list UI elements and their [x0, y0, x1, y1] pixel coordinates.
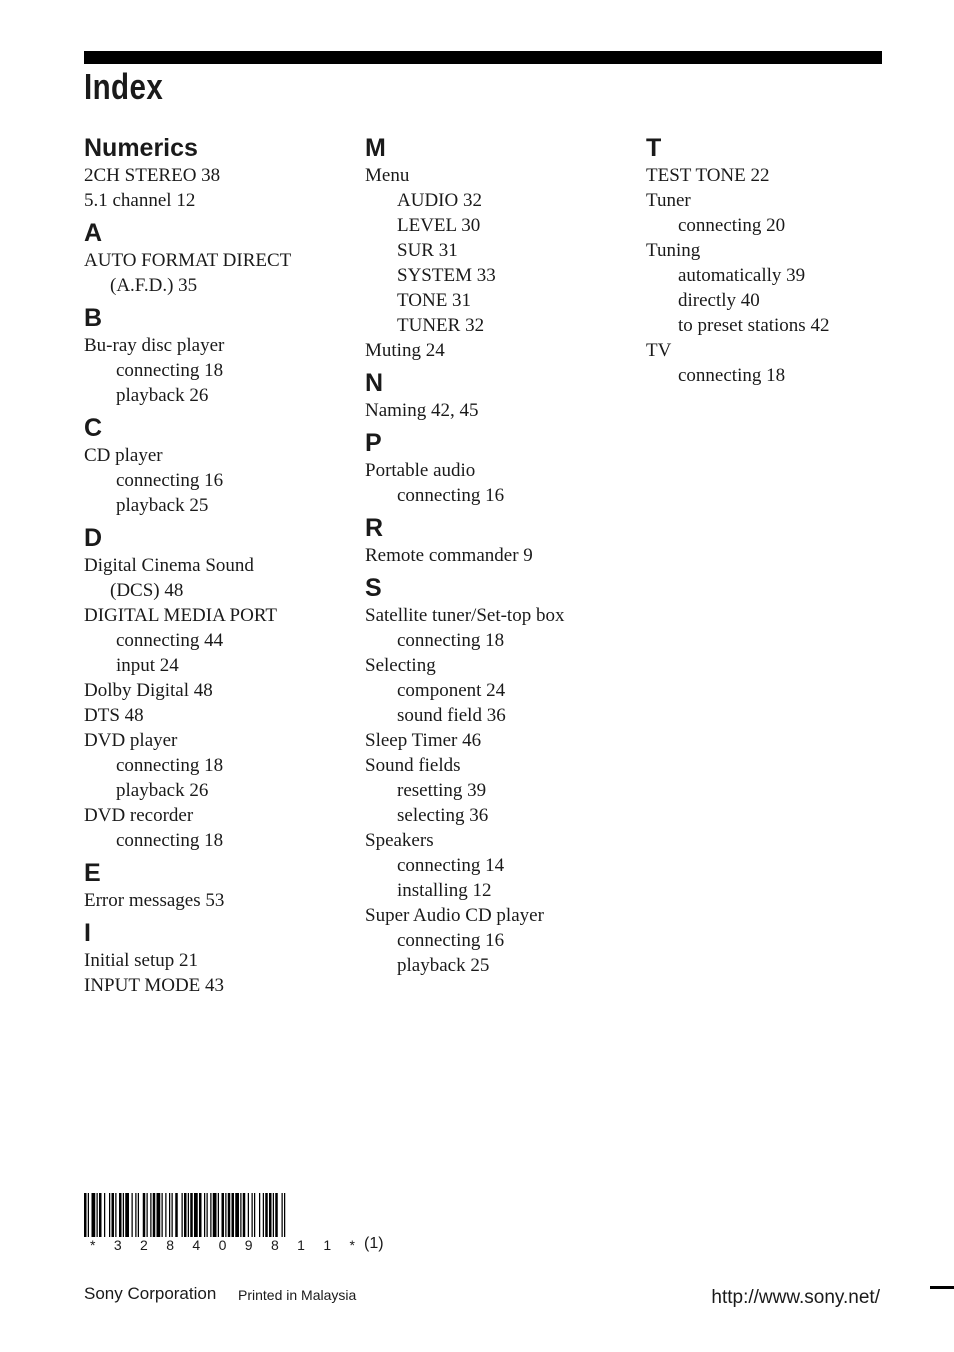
barcode-bar: [97, 1193, 98, 1237]
barcode-bar: [153, 1193, 156, 1237]
index-section: [365, 428, 635, 508]
barcode-bar: [190, 1193, 193, 1237]
section-heading: P: [365, 429, 382, 457]
barcode-digits: [90, 1236, 355, 1254]
barcode-bar: [125, 1193, 129, 1237]
barcode-digit: 1: [323, 1237, 332, 1253]
section-heading: M: [365, 134, 386, 162]
section-heading: I: [84, 919, 91, 947]
barcode-bar: [275, 1193, 278, 1237]
barcode-bar: [273, 1193, 274, 1237]
index-subentry: connecting 20: [678, 215, 786, 236]
index-subentry: playback 26: [116, 780, 209, 801]
index-entry: 2CH STEREO 38: [84, 165, 221, 186]
barcode-bar: [92, 1193, 96, 1237]
barcode-digit: 8: [166, 1237, 175, 1253]
index-subentry: connecting 18: [397, 630, 505, 651]
barcode-bar: [254, 1193, 255, 1237]
index-entry: Selecting: [365, 655, 436, 676]
barcode-bar: [162, 1193, 163, 1237]
section-heading: S: [365, 574, 382, 602]
barcode-bar: [175, 1193, 178, 1237]
barcode-bar: [157, 1193, 161, 1237]
index-subentry: connecting 18: [678, 365, 786, 386]
footer-company: Sony Corporation: [84, 1284, 217, 1303]
index-section: [84, 918, 354, 998]
barcode-bar: [263, 1193, 264, 1237]
index-section: [84, 303, 354, 408]
index-subentry: component 24: [397, 680, 506, 701]
index-entry: Remote commander 9: [365, 545, 533, 566]
index-subentry: connecting 18: [116, 830, 224, 851]
index-entry: 5.1 channel 12: [84, 190, 196, 211]
index-section: [84, 218, 354, 298]
index-subentry: TONE 31: [397, 290, 472, 311]
index-entry: Tuning: [646, 240, 701, 261]
section-heading: E: [84, 859, 101, 887]
index-subentry: connecting 16: [397, 485, 505, 506]
index-subentry: connecting 18: [116, 755, 224, 776]
footer-url[interactable]: http://www.sony.net/: [711, 1287, 880, 1308]
section-heading: A: [84, 219, 103, 247]
index-subentry: selecting 36: [397, 805, 489, 826]
index-subentry: TUNER 32: [397, 315, 485, 336]
barcode-bar: [222, 1193, 225, 1237]
index-subentry: automatically 39: [678, 265, 806, 286]
barcode-digit: *: [349, 1237, 355, 1253]
section-heading: B: [84, 304, 103, 332]
barcode-digit: 2: [140, 1237, 148, 1253]
barcode-bar: [115, 1193, 116, 1237]
index-entry: Muting 24: [365, 340, 445, 361]
edge-mark: [930, 1286, 954, 1289]
section-heading: D: [84, 524, 103, 552]
index-subentry: connecting 16: [397, 930, 505, 951]
barcode-bar: [243, 1193, 246, 1237]
barcode-bar: [282, 1193, 283, 1237]
index-section: [365, 133, 635, 363]
section-heading: N: [365, 369, 384, 397]
barcode-bar: [165, 1193, 166, 1237]
index-entry: (A.F.D.) 35: [110, 275, 198, 296]
barcode-bar: [184, 1193, 187, 1237]
index-subentry: connecting 18: [116, 360, 224, 381]
barcode-bar: [284, 1193, 285, 1237]
index-subentry: SYSTEM 33: [397, 265, 496, 286]
barcode-bar: [112, 1193, 115, 1237]
barcode-bar: [265, 1193, 268, 1237]
barcode-bar: [99, 1193, 102, 1237]
index-subentry: input 24: [116, 655, 179, 676]
index-subentry: AUDIO 32: [397, 190, 482, 211]
index-entry: Satellite tuner/Set-top box: [365, 605, 565, 626]
index-entry: INPUT MODE 43: [84, 975, 225, 996]
barcode-bar: [109, 1193, 110, 1237]
barcode-bar: [123, 1193, 124, 1237]
barcode-bar: [210, 1193, 211, 1237]
barcode-bar: [199, 1193, 202, 1237]
index-section: [84, 523, 354, 853]
barcode-bar: [188, 1193, 189, 1237]
index-entry: Super Audio CD player: [365, 905, 544, 926]
index-entry: CD player: [84, 445, 163, 466]
index-section: [84, 413, 354, 518]
barcode-bar: [240, 1193, 241, 1237]
index-section: [646, 133, 916, 388]
barcode-bar: [104, 1193, 105, 1237]
barcode-bar: [172, 1193, 173, 1237]
index-section: [365, 573, 635, 978]
index-column-2: [365, 133, 635, 983]
index-entry: Menu: [365, 165, 410, 186]
index-entry: (DCS) 48: [110, 580, 184, 601]
section-heading: R: [365, 514, 384, 542]
barcode-digit: 4: [192, 1237, 201, 1253]
index-entry: Error messages 53: [84, 890, 225, 911]
index-subentry: playback 26: [116, 385, 209, 406]
index-subentry: connecting 44: [116, 630, 224, 651]
barcode-bar: [147, 1193, 148, 1237]
barcode-bar: [138, 1193, 139, 1237]
index-entry: DTS 48: [84, 705, 144, 726]
barcode-digit: *: [90, 1237, 96, 1253]
index-column-1: [84, 133, 354, 1003]
barcode-digit: 8: [270, 1237, 279, 1253]
barcode-bar: [259, 1193, 260, 1237]
index-subentry: to preset stations 42: [678, 315, 830, 336]
index-column-3: [646, 133, 916, 393]
barcode-bar: [88, 1193, 89, 1237]
index-entry: TEST TONE 22: [646, 165, 770, 186]
index-entry: Bu-ray disc player: [84, 335, 225, 356]
index-entry: Naming 42, 45: [365, 400, 479, 421]
barcode-bar: [143, 1193, 146, 1237]
barcode-bar: [204, 1193, 205, 1237]
barcode-digit: 3: [113, 1237, 122, 1253]
page-title: Index: [84, 66, 164, 107]
index-entry: Tuner: [646, 190, 691, 211]
barcode-bar: [213, 1193, 217, 1237]
barcode-digit: 1: [297, 1237, 305, 1253]
barcode-bar: [135, 1193, 136, 1237]
index-section: [84, 858, 354, 913]
footer-printed: Printed in Malaysia: [238, 1287, 357, 1303]
barcode: [84, 1193, 356, 1237]
index-section: [365, 513, 635, 568]
barcode-bar: [232, 1193, 235, 1237]
barcode-bar: [269, 1193, 272, 1237]
barcode-bar: [207, 1193, 208, 1237]
section-heading: Numerics: [84, 134, 198, 162]
barcode-bar: [218, 1193, 219, 1237]
index-subentry: sound field 36: [397, 705, 506, 726]
index-entry: DVD player: [84, 730, 178, 751]
index-subentry: connecting 16: [116, 470, 224, 491]
index-entry: Portable audio: [365, 460, 476, 481]
barcode-suffix: (1): [364, 1235, 384, 1252]
index-subentry: SUR 31: [397, 240, 458, 261]
index-entry: AUTO FORMAT DIRECT: [84, 250, 292, 271]
barcode-bar: [119, 1193, 122, 1237]
barcode-bar: [235, 1193, 239, 1237]
index-subentry: connecting 14: [397, 855, 505, 876]
index-subentry: playback 25: [116, 495, 209, 516]
barcode-bar: [84, 1193, 87, 1237]
barcode-digit: 0: [218, 1237, 227, 1253]
index-entry: DIGITAL MEDIA PORT: [84, 605, 277, 626]
index-section: [365, 368, 635, 423]
barcode-bar: [150, 1193, 151, 1237]
index-entry: DVD recorder: [84, 805, 194, 826]
index-subentry: playback 25: [397, 955, 490, 976]
barcode-bar: [252, 1193, 253, 1237]
index-subentry: directly 40: [678, 290, 760, 311]
barcode-bar: [182, 1193, 183, 1237]
index-section: [84, 133, 354, 213]
index-entry: Initial setup 21: [84, 950, 198, 971]
index-entry: TV: [646, 340, 672, 361]
barcode-digit: 9: [244, 1237, 253, 1253]
barcode-bar: [248, 1193, 249, 1237]
section-heading: T: [646, 134, 662, 162]
section-heading: C: [84, 414, 103, 442]
index-entry: Digital Cinema Sound: [84, 555, 254, 576]
barcode-bar: [228, 1193, 231, 1237]
barcode-bar: [194, 1193, 198, 1237]
barcode-bar: [132, 1193, 133, 1237]
index-subentry: LEVEL 30: [397, 215, 481, 236]
barcode-bar: [225, 1193, 226, 1237]
index-entry: Sound fields: [365, 755, 461, 776]
index-subentry: resetting 39: [397, 780, 487, 801]
index-subentry: installing 12: [397, 880, 492, 901]
index-entry: Sleep Timer 46: [365, 730, 482, 751]
index-entry: Speakers: [365, 830, 434, 851]
barcode-bar: [169, 1193, 170, 1237]
index-entry: Dolby Digital 48: [84, 680, 213, 701]
top-rule: [84, 51, 882, 64]
